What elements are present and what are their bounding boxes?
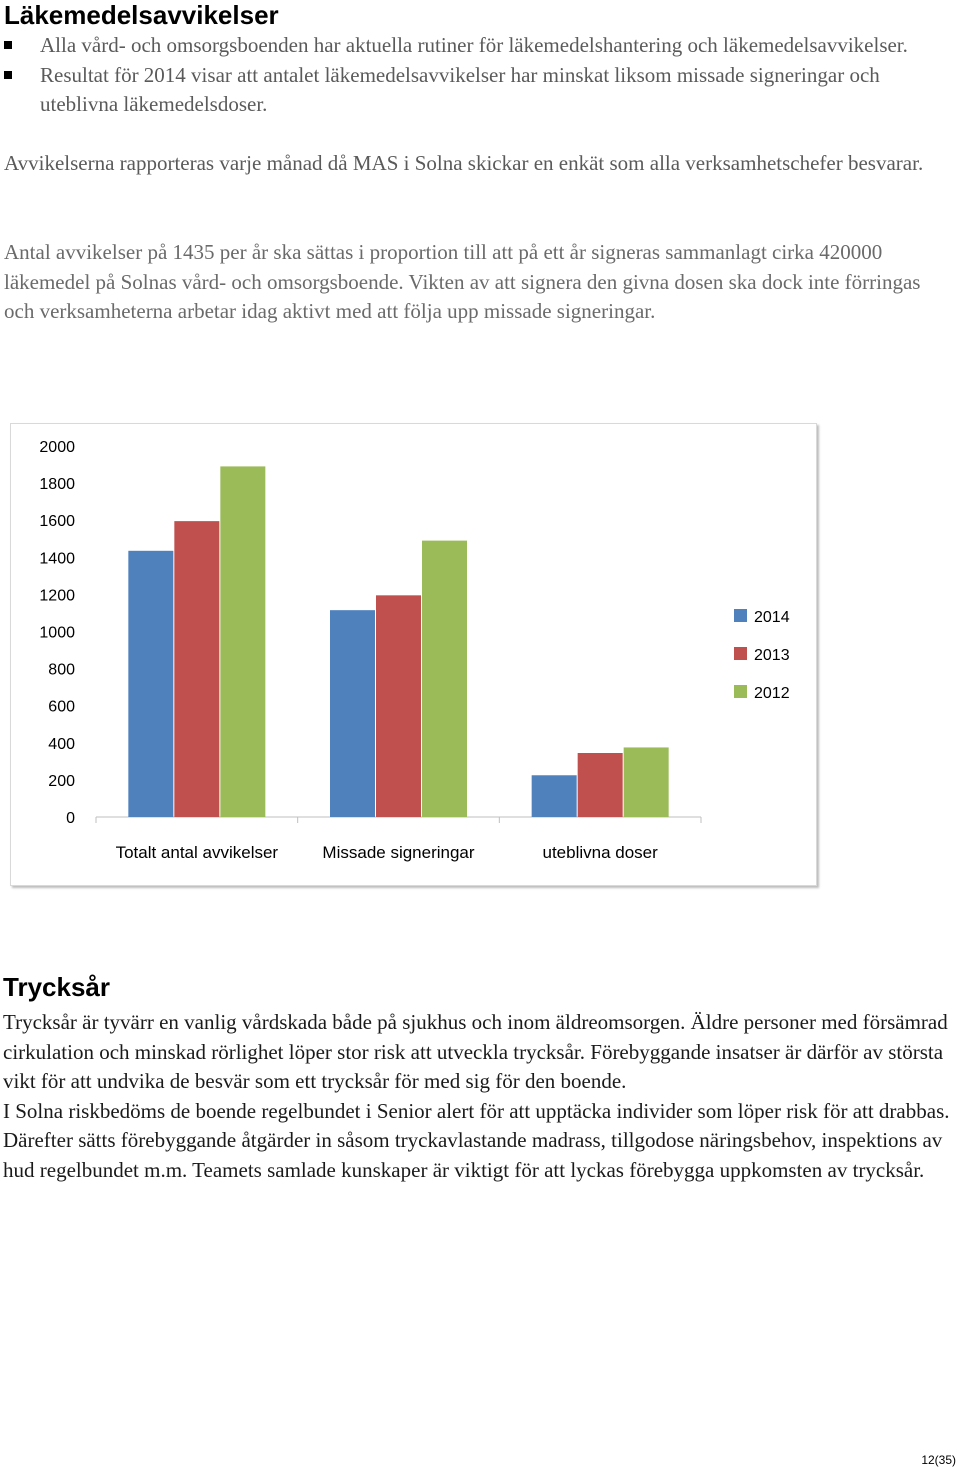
y-tick-label: 1600: [39, 513, 75, 531]
bar-2013: [578, 753, 623, 817]
bar-chart: [11, 424, 816, 885]
paragraph-preventive-actions: Därefter sätts förebyggande åtgärder in såsom tryckavlastande madrass, tillgodose näringsbehov, inspektions av hud regelbundet m.m. Teamets samlade kunskaper är viktigt för att lyckas förebygga uppkomsten av trycksår.: [3, 1128, 943, 1182]
bar-2013: [376, 595, 421, 817]
legend-swatch-2014: [734, 609, 747, 622]
paragraph-proportion: [4, 238, 954, 327]
x-category-label: Totalt antal avvikelser: [115, 843, 279, 862]
paragraph-reporting: Avvikelserna rapporteras varje månad då MAS i Solna skickar en enkät som alla verksamhetschefer besvarar.: [4, 151, 924, 175]
bar-2013: [174, 521, 219, 817]
y-tick-label: 1800: [39, 476, 75, 494]
bar-2014: [330, 610, 375, 817]
paragraph-senior-alert: I Solna riskbedöms de boende regelbundet i Senior alert för att upptäcka individer som löper risk för att drabbas.: [3, 1098, 950, 1123]
y-tick-label: 200: [48, 772, 75, 790]
bar-2012: [220, 466, 265, 817]
y-tick-label: 0: [66, 810, 75, 827]
x-category-label: uteblivna doser: [542, 843, 658, 862]
legend-label: 2013: [754, 647, 790, 664]
bar-2012: [422, 541, 467, 817]
y-tick-label: 1200: [39, 587, 75, 605]
section-heading-trycksar: Trycksår: [3, 972, 110, 1002]
y-tick-label: 400: [48, 735, 75, 753]
bullet-list: [4, 31, 954, 120]
section-heading-lakemedelsavvikelser: Läkemedelsavvikelser: [4, 0, 279, 30]
paragraph-trycksar-intro: Trycksår är tyvärr en vanlig vårdskada både på sjukhus och inom äldreomsorgen. Äldre personer med försämrad cirkulation och minskad rörlighet löper stor risk att utveckla trycksår. Förebyggande insatser är därför av största vikt för att undvika de besvär som ett trycksår för med sig för den boende.: [3, 1010, 948, 1093]
legend-label: 2014: [754, 609, 790, 626]
bar-2014: [128, 551, 173, 817]
trycksar-text: [3, 1008, 953, 1185]
legend-label: 2012: [754, 685, 790, 702]
y-tick-label: 1000: [39, 624, 75, 642]
y-tick-label: 1400: [39, 550, 75, 568]
bullet-item: Resultat för 2014 visar att antalet läkemedelsavvikelser har minskat liksom missade signeringar och uteblivna läkemedelsdoser.: [4, 61, 954, 120]
y-tick-label: 800: [48, 661, 75, 679]
page-number: 12(35): [921, 1453, 956, 1467]
legend-swatch-2013: [734, 647, 747, 660]
paragraph-proportion-part2: Vikten av att signera den givna dosen ska dock inte förringas och verksamheterna arbetar idag aktivt med att följa upp missade signeringar.: [4, 269, 921, 323]
y-tick-label: 2000: [39, 439, 75, 456]
bar-2012: [624, 747, 669, 817]
y-tick-label: 600: [48, 698, 75, 716]
bar-2014: [532, 775, 577, 817]
paragraph-proportion-part1: Antal avvikelser på 1435 per år ska sättas i proportion till att på ett år signeras sammanlagt cirka 420000 läkemedel på Solnas vård- och omsorgsboende.: [4, 240, 883, 294]
bar-chart-frame: [10, 423, 817, 886]
x-category-label: Missade signeringar: [322, 843, 475, 862]
legend-swatch-2012: [734, 685, 747, 698]
bullet-item: Alla vård- och omsorgsboenden har aktuella rutiner för läkemedelshantering och läkemedelsavvikelser.: [4, 31, 954, 61]
